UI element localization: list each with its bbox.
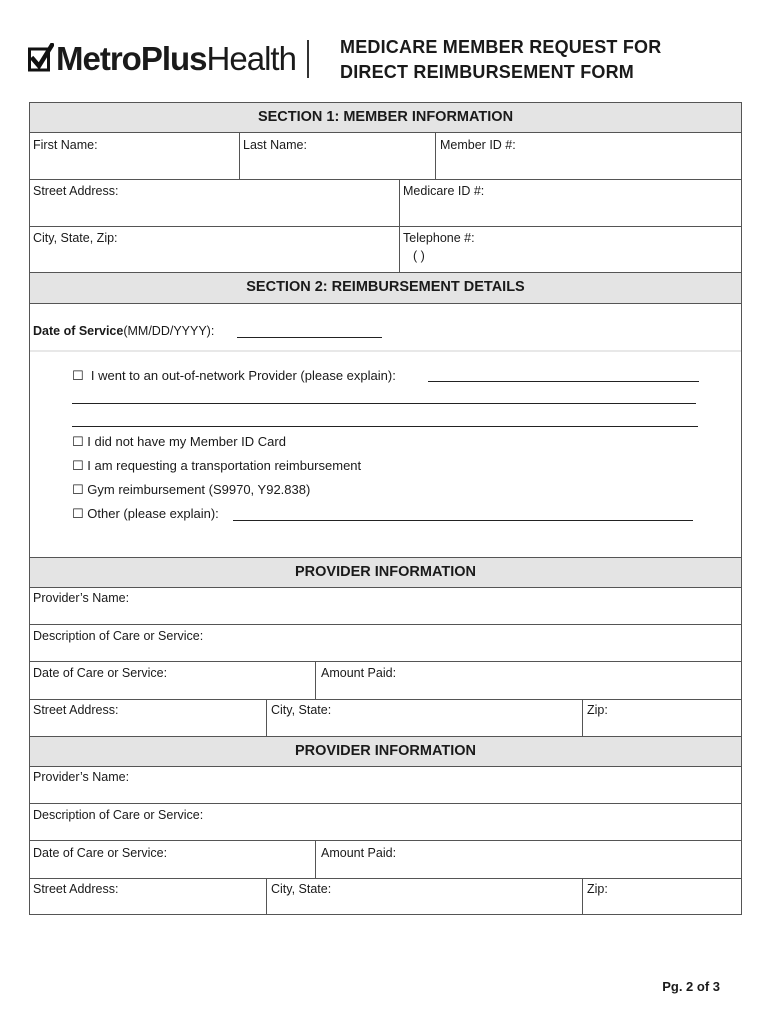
telephone-area-code: ( ) xyxy=(413,249,425,263)
provider-name-field[interactable]: Provider’s Name: xyxy=(33,591,130,605)
divider xyxy=(266,699,267,737)
section1-header: SECTION 1: MEMBER INFORMATION xyxy=(30,103,741,133)
transportation-option[interactable] xyxy=(72,458,361,474)
page-number: Pg. 2 of 3 xyxy=(662,979,720,994)
logo-text-bold: MetroPlus xyxy=(56,39,207,77)
checkbox-icon[interactable]: ☐ xyxy=(72,434,84,449)
out-of-network-option[interactable] xyxy=(72,368,396,384)
checkbox-icon[interactable]: ☐ xyxy=(72,482,84,497)
header-divider xyxy=(307,40,309,78)
checkbox-icon[interactable]: ☐ xyxy=(72,458,84,473)
divider xyxy=(30,179,741,180)
checkmark-icon xyxy=(28,43,54,73)
checkbox-icon[interactable]: ☐ xyxy=(72,506,84,521)
option-label: I did not have my Member ID Card xyxy=(87,434,286,449)
provider-city-state-field[interactable]: City, State: xyxy=(271,703,332,717)
divider xyxy=(30,803,741,804)
last-name-field[interactable]: Last Name: xyxy=(243,138,307,152)
form-title xyxy=(340,35,661,85)
provider1-header: PROVIDER INFORMATION xyxy=(30,557,741,588)
other-option[interactable] xyxy=(72,506,219,522)
divider xyxy=(30,226,741,227)
divider xyxy=(315,661,316,699)
divider xyxy=(582,699,583,737)
option-label: I went to an out-of-network Provider (please explain): xyxy=(90,368,396,383)
metroplus-logo xyxy=(28,36,296,80)
divider xyxy=(30,661,741,662)
amount-paid-field[interactable]: Amount Paid: xyxy=(321,846,397,860)
care-date-field[interactable]: Date of Care or Service: xyxy=(33,666,168,680)
city-state-zip-field[interactable]: City, State, Zip: xyxy=(33,231,118,245)
divider xyxy=(30,840,741,841)
explain-line[interactable] xyxy=(428,381,699,382)
provider-street-field[interactable]: Street Address: xyxy=(33,703,119,717)
divider xyxy=(30,699,741,700)
care-description-field[interactable]: Description of Care or Service: xyxy=(33,808,204,822)
member-id-field[interactable]: Member ID #: xyxy=(440,138,516,152)
date-of-service-bold: Date of Service xyxy=(33,324,124,338)
option-label: Other (please explain): xyxy=(87,506,219,521)
provider2-header: PROVIDER INFORMATION xyxy=(30,736,741,767)
explain-line[interactable] xyxy=(72,403,696,404)
street-address-field[interactable]: Street Address: xyxy=(33,184,119,198)
option-label: I am requesting a transportation reimbursement xyxy=(87,458,362,473)
date-of-service-format: (MM/DD/YYYY): xyxy=(123,324,215,338)
provider-street-field[interactable]: Street Address: xyxy=(33,882,119,896)
divider xyxy=(315,840,316,878)
telephone-field[interactable]: Telephone #: xyxy=(403,231,475,245)
medicare-id-field[interactable]: Medicare ID #: xyxy=(403,184,485,198)
form-title-line2: DIRECT REIMBURSEMENT FORM xyxy=(340,62,634,82)
divider xyxy=(266,878,267,915)
provider-name-field[interactable]: Provider’s Name: xyxy=(33,770,130,784)
divider xyxy=(30,350,741,352)
date-of-service-label xyxy=(33,324,214,338)
explain-line[interactable] xyxy=(72,426,698,427)
care-description-field[interactable]: Description of Care or Service: xyxy=(33,629,204,643)
provider-zip-field[interactable]: Zip: xyxy=(587,703,608,717)
no-member-id-option[interactable] xyxy=(72,434,286,450)
care-date-field[interactable]: Date of Care or Service: xyxy=(33,846,168,860)
explain-line[interactable] xyxy=(233,520,693,521)
checkbox-icon[interactable]: ☐ xyxy=(72,368,84,383)
logo-text-light: Health xyxy=(206,39,296,77)
divider xyxy=(435,133,436,179)
date-of-service-input[interactable] xyxy=(237,337,382,338)
option-label: Gym reimbursement (S9970, Y92.838) xyxy=(87,482,311,497)
section2-header: SECTION 2: REIMBURSEMENT DETAILS xyxy=(30,272,741,304)
divider xyxy=(30,878,741,879)
gym-option[interactable] xyxy=(72,482,310,498)
provider-zip-field[interactable]: Zip: xyxy=(587,882,608,896)
divider xyxy=(582,878,583,915)
provider-city-state-field[interactable]: City, State: xyxy=(271,882,332,896)
divider xyxy=(239,133,240,179)
amount-paid-field[interactable]: Amount Paid: xyxy=(321,666,397,680)
divider xyxy=(30,624,741,625)
form-title-line1: MEDICARE MEMBER REQUEST FOR xyxy=(340,37,662,57)
first-name-field[interactable]: First Name: xyxy=(33,138,98,152)
